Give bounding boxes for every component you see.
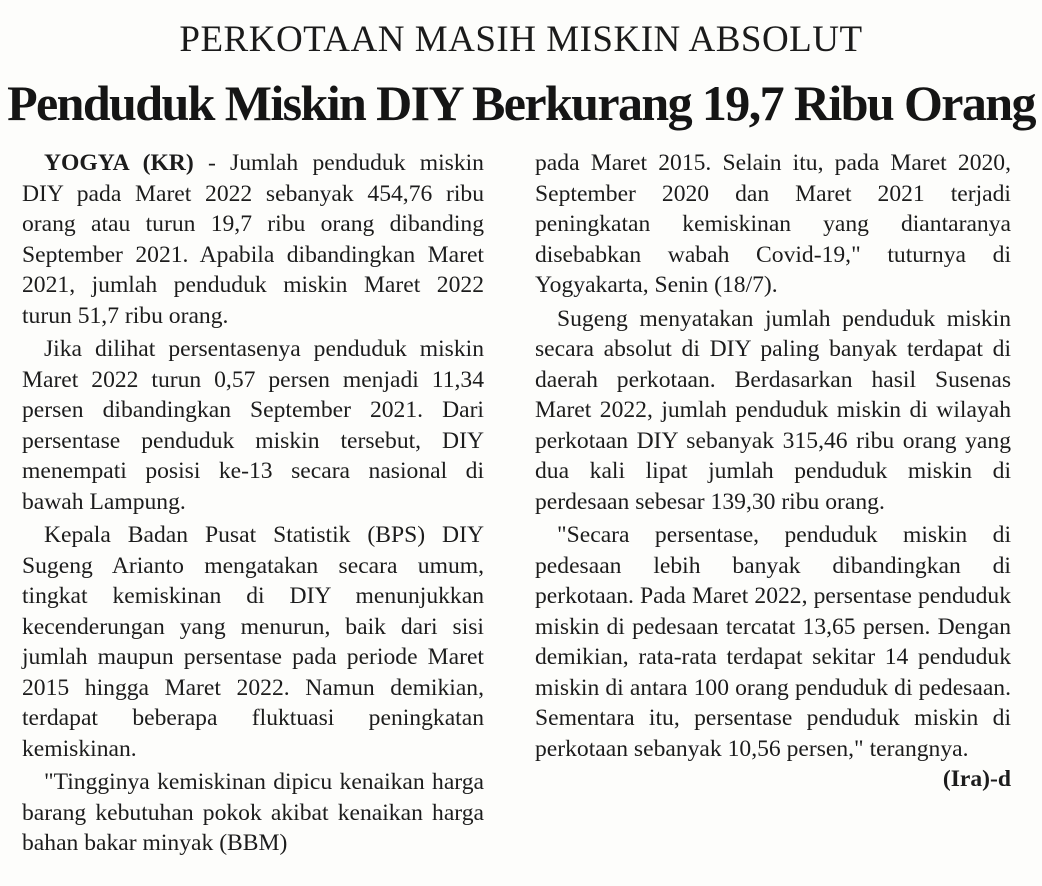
article-paragraph: Sugeng menyatakan jumlah penduduk miskin secara absolut di DIY paling banyak terdapat di daerah perkotaan. Berdasarkan hasil Susenas Maret 2022, jumlah penduduk miskin di wilayah perkotaan DIY sebanyak 315,46 ribu orang yang dua kali lipat jumlah penduduk miskin di perdesaan sebesar 139,30 ribu orang. xyxy=(535,305,1011,515)
article-column-left xyxy=(22,148,484,862)
article-headline: Penduduk Miskin DIY Berkurang 19,7 Ribu Orang xyxy=(7,75,1035,131)
article-paragraph: Kepala Badan Pusat Statistik (BPS) DIY Sugeng Arianto mengatakan secara umum, tingkat kemiskinan di DIY menunjukkan kecenderungan yang menurun, baik dari sisi jumlah maupun persentase pada periode Maret 2015 hingga Maret 2022. Namun demikian, terdapat beberapa fluktuasi peningkatan kemiskinan. xyxy=(22,522,484,762)
article-column-right xyxy=(535,148,1011,798)
article-paragraph: pada Maret 2015. Selain itu, pada Maret 2020, September 2020 dan Maret 2021 terjadi peningkatan kemiskinan yang diantaranya disebabkan wabah Covid-19," tuturnya di Yogyakarta, Senin (18/7). xyxy=(535,150,1011,298)
article-paragraph: "Tingginya kemiskinan dipicu kenaikan harga barang kebutuhan pokok akibat kenaikan harga bahan bakar minyak (BBM) xyxy=(22,769,484,856)
article-paragraph-text: - Jumlah penduduk miskin DIY pada Maret 2022 sebanyak 454,76 ribu orang atau turun 19,7 ribu orang dibanding September 2021. Apabila dibandingkan Maret 2021, jumlah penduduk miskin Maret 2022 turun 51,7 ribu orang. xyxy=(22,150,484,329)
article-paragraph xyxy=(22,148,484,331)
article-kicker: PERKOTAAN MASIH MISKIN ABSOLUT xyxy=(179,19,863,60)
article-dateline: YOGYA (KR) xyxy=(44,150,194,176)
article-paragraph-text: "Secara persentase, penduduk miskin di pedesaan lebih banyak dibandingkan di perkotaan. Pada Maret 2022, persentase penduduk miskin di pedesaan tercatat 13,65 persen. Dengan demikian, rata-rata terdapat sekitar 14 penduduk miskin di antara 100 orang penduduk di pedesaan. Sementara itu, persentase penduduk miskin di perkotaan sebanyak 10,56 persen," terangnya. xyxy=(535,522,1011,762)
article-paragraph xyxy=(535,520,1011,795)
article-paragraph: Jika dilihat persentasenya penduduk miskin Maret 2022 turun 0,57 persen menjadi 11,34 persen dibandingkan September 2021. Dari persentase penduduk miskin tersebut, DIY menempati posisi ke-13 secara nasional di bawah Lampung. xyxy=(22,336,484,515)
article-signoff: (Ira)-d xyxy=(942,766,1011,792)
